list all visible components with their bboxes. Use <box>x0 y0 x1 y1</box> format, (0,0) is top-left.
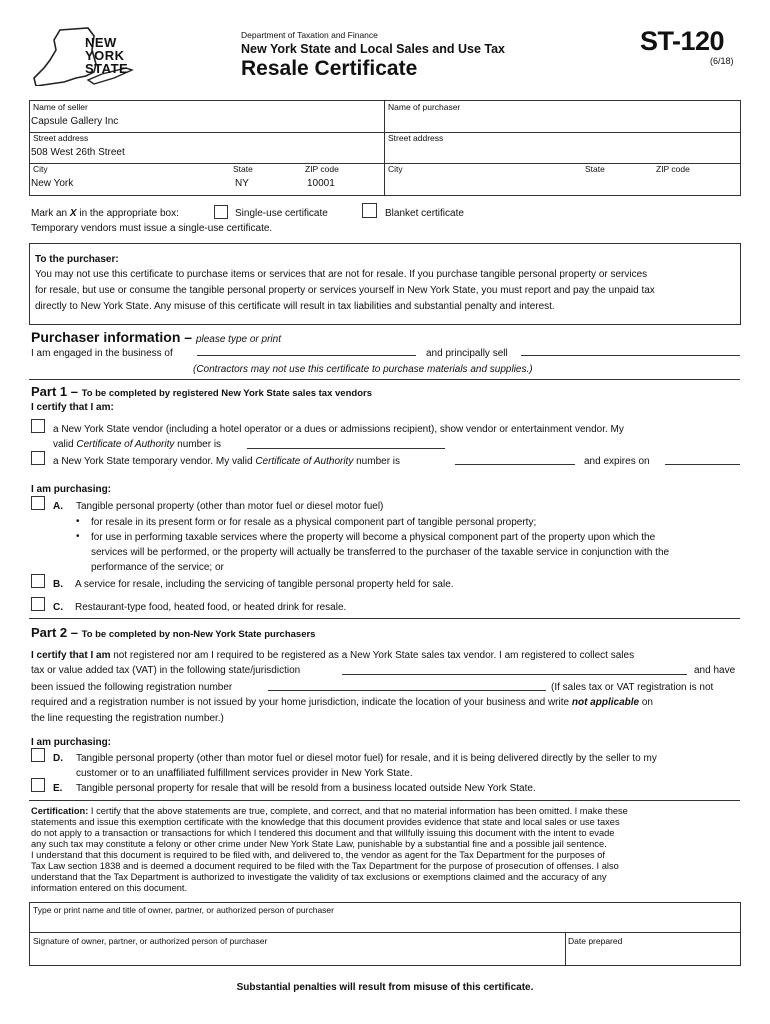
and-have-label: and have <box>694 665 736 676</box>
part1-heading: Part 1 – To be completed by registered New York State sales tax vendors <box>31 384 372 399</box>
certification-line-1: Certification: I certify that the above statements are true, complete, and correct, and that no material information has been omitted. I make these <box>31 806 628 816</box>
seller-state-label: State <box>233 164 253 174</box>
option-c-checkbox[interactable] <box>31 597 45 611</box>
purchaser-info-heading: Purchaser information – please type or print <box>31 329 281 345</box>
signature-input[interactable] <box>31 947 559 962</box>
notice-line-3: directly to New York State. Any misuse of this certificate will result in tax liabilities and substantial penalty and interest. <box>35 301 555 312</box>
name-title-input[interactable] <box>31 916 731 929</box>
single-use-label: Single-use certificate <box>235 208 328 219</box>
purchaser-state-label: State <box>585 164 605 174</box>
option-e-letter: E. <box>53 783 63 794</box>
expires-on-label: and expires on <box>584 456 650 467</box>
option-d-letter: D. <box>53 753 63 764</box>
seller-zip-field[interactable]: 10001 <box>307 178 335 189</box>
purchaser-zip-label: ZIP code <box>656 164 690 174</box>
part1-certify-label: I certify that I am: <box>31 402 114 413</box>
purchaser-city-label: City <box>388 164 403 174</box>
blanket-label: Blanket certificate <box>385 208 464 219</box>
seller-city-field[interactable]: New York <box>31 178 74 189</box>
registration-number-input[interactable] <box>268 690 546 691</box>
date-prepared-input[interactable] <box>566 947 736 962</box>
certification-line-5: I understand that this document is required to be filed with, and delivered to, the vendor as agent for the Tax Department for the purposes of <box>31 850 605 860</box>
option-e-text: Tangible personal property for resale that will be resold from a business located outside New York State. <box>76 783 536 794</box>
option-b-letter: B. <box>53 579 63 590</box>
jurisdiction-input[interactable] <box>342 674 687 675</box>
certification-line-7: understand that the Tax Department is authorized to investigate the validity of tax exclusions or exemptions claimed and the accuracy of any <box>31 872 607 882</box>
option-a-checkbox[interactable] <box>31 496 45 510</box>
certificate-type-prompt: Mark an X in the appropriate box: <box>31 208 179 219</box>
temporary-vendor-text: a New York State temporary vendor. My valid Certificate of Authority number is <box>53 456 401 467</box>
penalty-footer: Substantial penalties will result from misuse of this certificate. <box>236 982 534 993</box>
form-title: Resale Certificate <box>241 57 418 80</box>
divider <box>29 618 740 619</box>
option-e-checkbox[interactable] <box>31 778 45 792</box>
department-name: Department of Taxation and Finance <box>241 30 378 40</box>
divider <box>29 379 740 380</box>
notice-line-2: for resale, but use or consume the tangible personal property or services yourself in New York State, you must report and pay the unpaid tax <box>35 285 655 296</box>
temporary-vendor-checkbox[interactable] <box>31 451 45 465</box>
date-prepared-label: Date prepared <box>568 936 623 946</box>
purchaser-name-field[interactable] <box>388 116 728 128</box>
name-title-label: Type or print name and title of owner, partner, or authorized person of purchaser <box>33 905 334 915</box>
certification-line-8: information entered on this document. <box>31 883 188 893</box>
part2-line-4: required and a registration number is not issued by your home jurisdiction, indicate the location of your business and write not applicable on <box>31 697 653 708</box>
seller-street-label: Street address <box>33 133 89 143</box>
option-b-text: A service for resale, including the servicing of tangible personal property held for sale. <box>75 579 454 590</box>
option-a-text: Tangible personal property (other than motor fuel or diesel motor fuel) <box>76 501 384 512</box>
part1-purchasing-label: I am purchasing: <box>31 484 112 495</box>
certification-line-3: do not apply to a transaction or transactions for which I tendered this document and that willfully issuing this document with the intent to evade <box>31 828 615 838</box>
certificate-authority-label: valid Certificate of Authority number is <box>53 439 222 450</box>
blanket-checkbox[interactable] <box>362 203 377 218</box>
contractors-note: (Contractors may not use this certificate to purchase materials and supplies.) <box>193 364 533 375</box>
engaged-in-business-label: I am engaged in the business of <box>31 348 173 359</box>
certification-line-2: statements and issue this exemption certificate with the knowledge that this document provides evidence that state and local sales or use taxes <box>31 817 620 827</box>
certificate-authority-input[interactable] <box>247 448 445 449</box>
option-a-bullet-2-line-3: performance of the service; or <box>91 562 224 573</box>
temporary-authority-input[interactable] <box>455 464 575 465</box>
option-b-checkbox[interactable] <box>31 574 45 588</box>
option-d-checkbox[interactable] <box>31 748 45 762</box>
principally-sell-label: and principally sell <box>426 348 508 359</box>
single-use-checkbox[interactable] <box>214 205 228 219</box>
option-a-bullet-1: for resale in its present form or for resale as a physical component part of tangible personal property; <box>91 517 537 528</box>
option-c-letter: C. <box>53 602 63 613</box>
seller-state-field[interactable]: NY <box>235 178 249 189</box>
registration-number-label: been issued the following registration number <box>31 682 233 693</box>
form-date: (6/18) <box>710 56 734 66</box>
option-d-line-2: customer or to an unaffiliated fulfillment services provider in New York State. <box>76 768 413 779</box>
purchaser-state-field[interactable] <box>585 178 645 190</box>
principally-sell-input[interactable] <box>521 355 740 356</box>
purchaser-city-field[interactable] <box>388 178 568 190</box>
form-number: ST-120 <box>640 26 725 56</box>
bullet-icon: • <box>76 531 80 542</box>
option-d-line-1: Tangible personal property (other than motor fuel or diesel motor fuel) for resale, and it is being delivered directly by the seller to my <box>76 753 657 764</box>
seller-name-label: Name of seller <box>33 102 88 112</box>
purchaser-street-field[interactable] <box>388 147 728 159</box>
seller-street-field[interactable]: 508 West 26th Street <box>31 147 125 158</box>
certification-line-4: any such tax may constitute a felony or other crime under New York State Law, punishable by a substantial fine and a possible jail sentence. <box>31 839 607 849</box>
part2-purchasing-label: I am purchasing: <box>31 737 112 748</box>
signature-label: Signature of owner, partner, or authorized person of purchaser <box>33 936 268 946</box>
business-type-input[interactable] <box>197 355 416 356</box>
bullet-icon: • <box>76 516 80 527</box>
temporary-vendor-note: Temporary vendors must issue a single-use certificate. <box>31 223 273 234</box>
option-a-bullet-2-line-2: services will be performed, or the property will actually be transferred to the purchaser of the taxable service in conjunction with the <box>91 547 670 558</box>
notice-heading: To the purchaser: <box>35 254 119 265</box>
form-subtitle: New York State and Local Sales and Use Tax <box>241 42 505 56</box>
seller-name-field[interactable]: Capsule Gallery Inc <box>31 116 119 127</box>
part2-heading: Part 2 – To be completed by non-New York State purchasers <box>31 625 316 640</box>
registration-note: (If sales tax or VAT registration is not <box>551 682 714 693</box>
divider <box>29 800 740 801</box>
part2-line-5: the line requesting the registration number.) <box>31 713 224 724</box>
seller-zip-label: ZIP code <box>305 164 339 174</box>
purchaser-name-label: Name of purchaser <box>388 102 461 112</box>
certification-line-6: Tax Law section 1838 and is deemed a document required to be filed with the Tax Department for the purpose of prosecution of offenses. I also <box>31 861 619 871</box>
option-a-letter: A. <box>53 501 63 512</box>
part2-line-1: I certify that I am not registered nor am I required to be registered as a New York State sales tax vendor. I am registered to collect sales <box>31 650 635 661</box>
purchaser-street-label: Street address <box>388 133 444 143</box>
seller-city-label: City <box>33 164 48 174</box>
jurisdiction-label: tax or value added tax (VAT) in the following state/jurisdiction <box>31 665 301 676</box>
option-c-text: Restaurant-type food, heated food, or heated drink for resale. <box>75 602 347 613</box>
option-a-bullet-2-line-1: for use in performing taxable services where the property will become a physical component part of the property upon which the <box>91 532 656 543</box>
expiration-date-input[interactable] <box>665 464 740 465</box>
nys-vendor-checkbox[interactable] <box>31 419 45 433</box>
purchaser-zip-field[interactable] <box>656 178 726 190</box>
nys-vendor-text: a New York State vendor (including a hotel operator or a dues or admissions recipient), show vendor or entertainment vendor. My <box>53 424 624 435</box>
logo-text: NEW YORK STATE <box>85 35 129 76</box>
notice-line-1: You may not use this certificate to purchase items or services that are not for resale. If you purchase tangible personal property or services <box>35 269 648 280</box>
